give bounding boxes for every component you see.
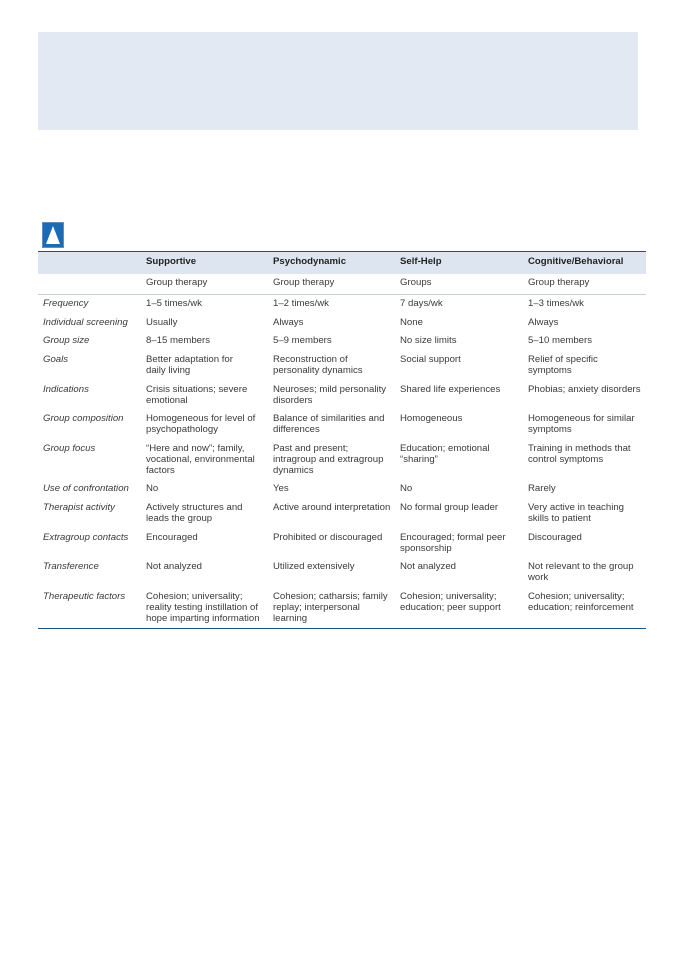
table-cell: Discouraged [528,531,582,543]
table-cell: Better adaptation for daily living [146,354,233,376]
subheader-cell: Group therapy [267,274,394,294]
triangle-icon [42,222,64,248]
table-cell: Active around interpretation [273,502,391,514]
row-label: Group size [43,335,90,347]
table-cell: Balance of similarities and differences [273,413,385,436]
header-cell-empty [38,252,140,274]
table-cell: Training in methods that control symptoms [528,442,631,465]
table-cell: Social support [400,354,461,366]
table-row [38,294,646,313]
header-psychodynamic: Psychodynamic [267,252,394,274]
table-cell: Relief of specific symptoms [528,354,598,376]
row-label: Therapeutic factors [43,590,126,602]
table-cell: Rarely [528,483,556,495]
table-cell: 5–9 members [273,335,332,347]
table-cell: 8–15 members [146,335,210,347]
table-cell: Utilized extensively [273,561,355,573]
table-row [38,351,646,381]
header-row [38,252,646,274]
table-cell: Always [528,316,559,328]
table-cell: Cohesion; universality; education; peer support [400,590,501,613]
table-cell: No [400,483,413,495]
table-cell: 1–2 times/wk [273,297,329,309]
table-cell: Not analyzed [400,561,456,573]
table-cell: Homogeneous for level of psychopathology [146,413,256,436]
row-label: Group composition [43,413,124,425]
table-row [38,381,646,411]
table-cell: No [146,483,159,495]
table-cell: Yes [273,483,289,495]
table-cell: None [400,316,423,328]
comparison-table [38,252,646,628]
table-cell: 1–3 times/wk [528,297,584,309]
row-label: Frequency [43,297,89,309]
table-cell: Cohesion; catharsis; family replay; interpersonal learning [273,590,388,624]
header-self-help: Self-Help [394,252,522,274]
table-cell: Education; emotional “sharing” [400,442,490,465]
table-row [38,499,646,529]
table-cell: Always [273,316,304,328]
table-cell: Encouraged; formal peer sponsorship [400,531,506,554]
subheader-cell-empty [38,274,140,294]
table-cell: Not analyzed [146,561,202,573]
table-cell: Cohesion; universality; education; reinforcement [528,590,634,613]
header-cognitive-behavioral: Cognitive/Behavioral [522,252,646,274]
row-label: Group focus [43,442,96,454]
table-cell: 1–5 times/wk [146,297,202,309]
table-row [38,480,646,499]
table-cell: Actively structures and leads the group [146,502,243,524]
table-cell: “Here and now”; family, vocational, environmental factors [146,442,255,476]
table-row [38,588,646,628]
table-cell: Not relevant to the group work [528,561,634,584]
table-row [38,314,646,333]
row-label: Extragroup contacts [43,531,129,543]
table-bottom-rule [38,628,646,629]
row-label: Indications [43,383,89,395]
header-supportive: Supportive [140,252,267,274]
table-cell: Past and present; intragroup and extragroup dynamics [273,442,384,476]
table-cell: No size limits [400,335,457,347]
table-row [38,558,646,588]
row-label: Therapist activity [43,502,115,514]
table-row [38,440,646,480]
table-cell: Crisis situations; severe emotional [146,383,248,406]
table-cell: No formal group leader [400,502,499,514]
subheader-cell: Group therapy [140,274,267,294]
table-cell: Very active in teaching skills to patient [528,502,624,524]
table-row [38,410,646,440]
subheader-cell: Groups [394,274,522,294]
table-cell: Shared life experiences [400,383,501,395]
table-cell: Homogeneous for similar symptoms [528,413,635,436]
table-cell: 7 days/wk [400,297,443,309]
table-cell: 5–10 members [528,335,592,347]
table-cell: Prohibited or discouraged [273,531,383,543]
header-band [38,32,638,130]
row-label: Use of confrontation [43,483,129,495]
table-cell: Encouraged [146,531,198,543]
table-row [38,529,646,559]
subheader-row [38,274,646,294]
row-label: Goals [43,354,69,366]
table-cell: Phobias; anxiety disorders [528,383,641,395]
row-label: Individual screening [43,316,128,328]
table-cell: Homogeneous [400,413,463,425]
table-cell: Neuroses; mild personality disorders [273,383,387,406]
table-cell: Usually [146,316,178,328]
subheader-cell: Group therapy [522,274,646,294]
table-row [38,332,646,351]
table-cell: Cohesion; universality; reality testing instillation of hope imparting information [146,590,260,624]
table-cell: Reconstruction of personality dynamics [273,354,363,376]
row-label: Transference [43,561,99,573]
